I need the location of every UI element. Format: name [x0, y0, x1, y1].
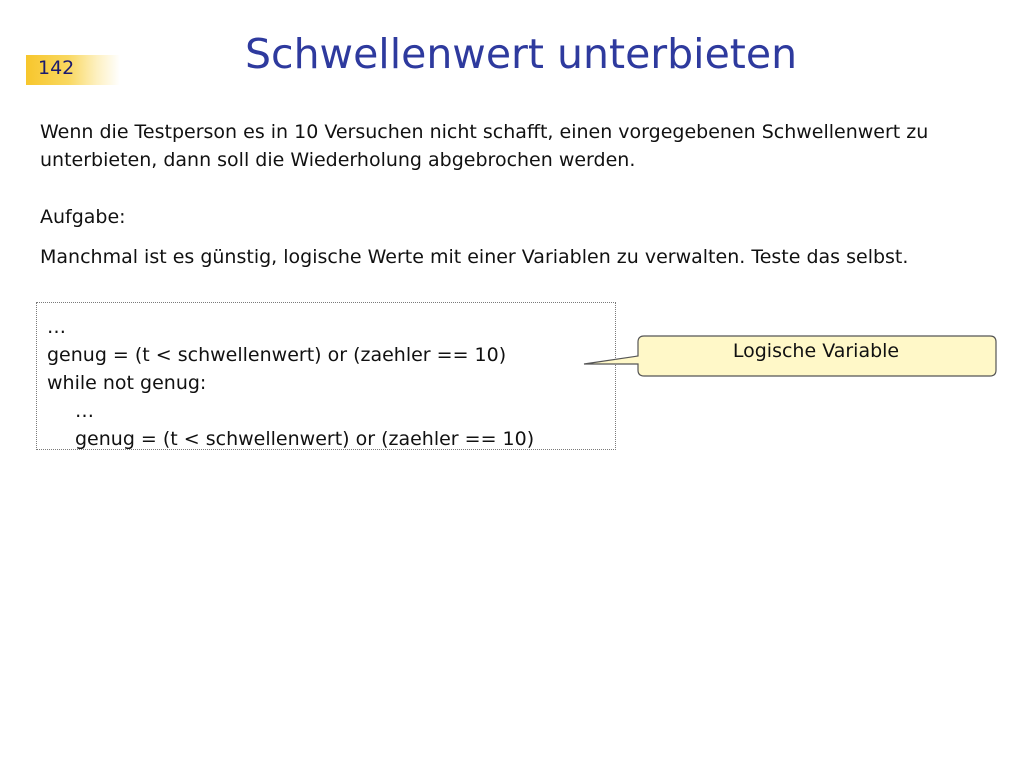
intro-paragraph: Wenn die Testperson es in 10 Versuchen nicht schafft, einen vorgegebenen Schwellenwert zu unterbieten, dann soll die Wiederholung abgebrochen werden. — [40, 121, 929, 171]
slide-number: 142 — [38, 57, 75, 79]
code-line: genug = (t < schwellenwert) or (zaehler == 10) — [47, 344, 507, 366]
task-heading: Aufgabe: — [40, 206, 126, 228]
callout-label: Logische Variable — [732, 340, 900, 362]
page-title: Schwellenwert unterbieten — [245, 30, 798, 78]
task-text: Manchmal ist es günstig, logische Werte mit einer Variablen zu verwalten. Teste das selbst. — [40, 246, 909, 268]
code-line: … — [75, 400, 94, 422]
code-line: while not genug: — [47, 372, 207, 394]
code-line: genug = (t < schwellenwert) or (zaehler == 10) — [75, 428, 535, 450]
callout — [580, 332, 1000, 378]
code-block — [36, 302, 616, 450]
code-line: … — [47, 316, 66, 338]
